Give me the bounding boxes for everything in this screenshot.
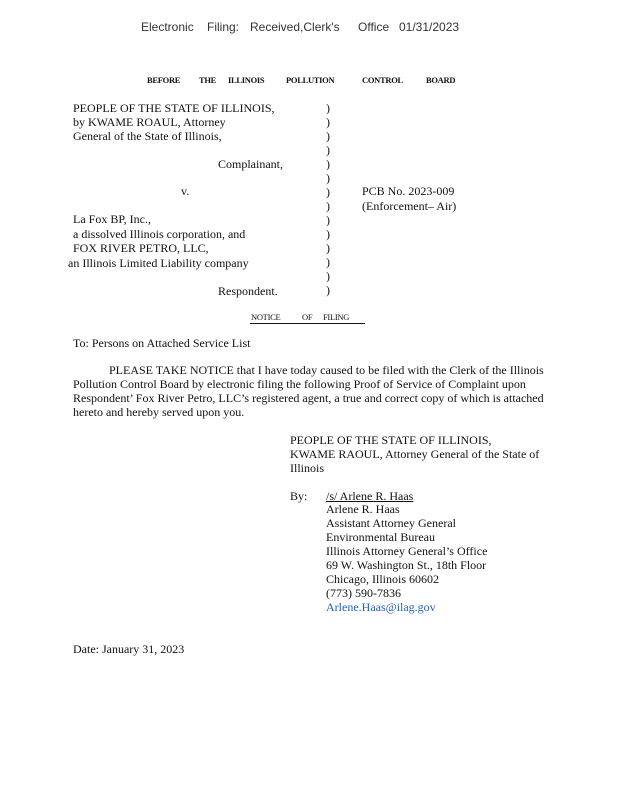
signature-party-line: PEOPLE OF THE STATE OF ILLINOIS,: [290, 433, 492, 447]
notice-word-filing: FILING: [323, 312, 350, 322]
filing-date: 01/31/2023: [399, 20, 460, 34]
respondent-line: FOX RIVER PETRO, LLC,: [73, 241, 209, 255]
signature-party-line: Illinois: [290, 461, 325, 475]
signature-party-line: KWAME RAOUL, Attorney General of the State of: [290, 447, 540, 461]
respondent-line: a dissolved Illinois corporation, and: [73, 227, 246, 241]
respondent-line: La Fox BP, Inc.,: [73, 212, 151, 226]
case-type: (Enforcement– Air): [362, 199, 457, 213]
signature-line: Environmental Bureau: [326, 530, 435, 544]
caption-paren: ): [326, 129, 330, 143]
complainant-line: by KWAME ROAUL, Attorney: [73, 115, 226, 129]
signature-line: Arlene R. Haas: [326, 502, 400, 516]
notice-body-line: Pollution Control Board by electronic filing the following Proof of Service of Complaint upon: [73, 377, 526, 391]
caption-paren: ): [326, 171, 330, 185]
filing-word-filing: Filing:: [207, 20, 240, 34]
caption-paren: ): [326, 283, 330, 297]
respondent-label: Respondent.: [218, 284, 278, 298]
complainant-line: PEOPLE OF THE STATE OF ILLINOIS,: [73, 101, 275, 115]
notice-word-notice: NOTICE: [251, 312, 281, 322]
versus-label: v.: [181, 184, 190, 198]
signature-line: Assistant Attorney General: [326, 516, 456, 530]
case-number: PCB No. 2023-009: [362, 184, 455, 198]
respondent-line: an Illinois Limited Liability company: [68, 256, 249, 270]
board-word-before: BEFORE: [147, 75, 181, 85]
complainant-label: Complainant,: [218, 157, 283, 171]
date-line: Date: January 31, 2023: [73, 642, 185, 656]
caption-paren: ): [326, 185, 330, 199]
caption-paren: ): [326, 241, 330, 255]
caption-paren: ): [326, 255, 330, 269]
caption-paren: ): [326, 269, 330, 283]
caption-paren: ): [326, 199, 330, 213]
board-word-control: CONTROL: [362, 75, 403, 85]
signature-by-label: By:: [290, 489, 308, 503]
signature-line: Chicago, Illinois 60602: [326, 572, 439, 586]
caption-paren: ): [326, 227, 330, 241]
notice-body-line: Respondent’ Fox River Petro, LLC’s registered agent, a true and correct copy of which is attached: [73, 391, 544, 405]
notice-body-line: hereto and hereby served upon you.: [73, 405, 245, 419]
caption-paren: ): [326, 157, 330, 171]
board-word-illinois: ILLINOIS: [228, 75, 265, 85]
signature-line: Illinois Attorney General’s Office: [326, 544, 488, 558]
caption-paren: ): [326, 143, 330, 157]
complainant-line: General of the State of Illinois,: [73, 129, 222, 143]
board-word-pollution: POLLUTION: [286, 75, 335, 85]
filing-word-office: Office: [358, 20, 390, 34]
signature-line: 69 W. Washington St., 18th Floor: [326, 558, 487, 572]
service-list-line: To: Persons on Attached Service List: [73, 336, 251, 350]
caption-paren: ): [326, 115, 330, 129]
board-word-the: THE: [199, 75, 217, 85]
caption-paren: ): [326, 213, 330, 227]
notice-body-line: PLEASE TAKE NOTICE that I have today caused to be filed with the Clerk of the Illinois: [109, 363, 544, 377]
board-word-board: BOARD: [426, 75, 456, 85]
filing-word-received: Received,Clerk's: [250, 20, 340, 34]
signature-phone: (773) 590-7836: [326, 586, 401, 600]
notice-title-underline: [250, 323, 365, 324]
notice-word-of: OF: [302, 312, 313, 322]
signature-email-link[interactable]: Arlene.Haas@ilag.gov: [326, 600, 436, 614]
filing-word-electronic: Electronic: [141, 20, 194, 34]
caption-paren: ): [326, 101, 330, 115]
electronic-signature: /s/ Arlene R. Haas: [326, 489, 414, 503]
